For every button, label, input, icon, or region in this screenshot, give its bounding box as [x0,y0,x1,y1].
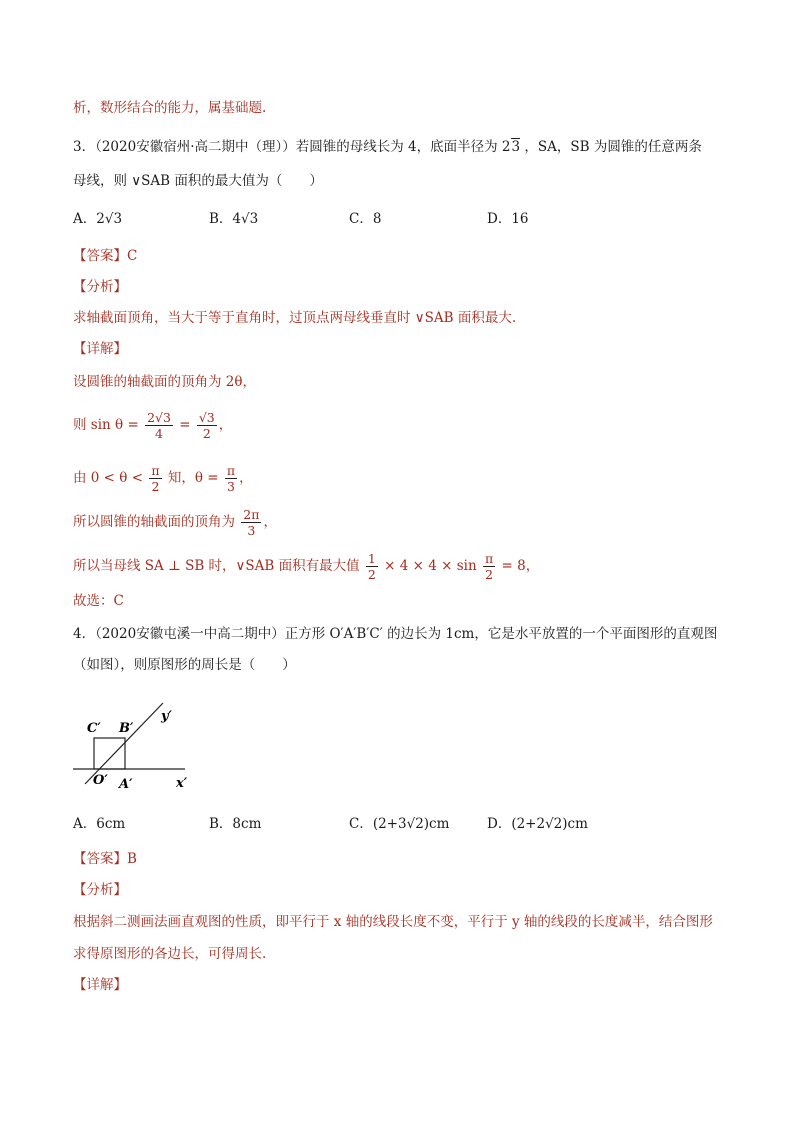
q4-analysis-1: 根据斜二测画法画直观图的性质，即平行于 x 轴的线段长度不变，平行于 y 轴的线段的长度减半，结合图形 [73,914,713,930]
fraction-pi-over-2: $\frac{\pi}{2}$ [151,463,160,494]
q3-radius: 23 [501,139,521,155]
q4-stem-line2: （如图），则原图形的周长是（ ） [73,657,296,673]
q3-detail-5-mid: × 4 × 4 × sin [384,558,477,574]
q3-stem-b: ，SA，SB 为圆锥的任意两条 [524,139,702,155]
q3-stem-line2: 母线，则 ∨SAB 面积的最大值为（ ） [73,173,323,189]
label-y: y′ [161,709,172,724]
q3-option-d: D．16 [487,211,529,227]
q3-options [73,209,723,229]
fraction-pi-over-3: $\frac{\pi}{3}$ [226,463,236,494]
q3-stem-line1 [73,137,702,157]
q3-detail-5 [73,546,539,586]
q3-option-b: B．4√3 [209,211,259,227]
q3-detail-4-prefix: 所以圆锥的轴截面的顶角为 [73,514,235,530]
fraction-root3-over-2: $\frac{√3}{2}$ [198,410,215,441]
q4-option-c: C．(2+3√2)cm [349,816,450,832]
label-a: A′ [119,777,133,792]
fraction-pi-over-2-b: $\frac{\pi}{2}$ [484,551,494,582]
q3-detail-5-prefix: 所以当母线 SA ⊥ SB 时，∨SAB 面积有最大值 [73,558,360,574]
q4-stem-line1: 4．（2020安徽屯溪一中高二期中）正方形 O′A′B′C′ 的边长为 1cm，它是水平放置的一个平面图形的直观图 [73,626,718,642]
label-b: B′ [119,721,134,736]
q4-analysis-title: 【分析】 [73,882,127,898]
q3-detail-3-prefix: 由 0 < θ < [73,470,144,486]
fraction-1-over-2: $\frac{1}{2}$ [367,551,376,582]
q3-analysis-title: 【分析】 [73,279,127,295]
q4-analysis-2: 求得原图形的各边长，可得周长. [73,946,267,962]
y-axis [85,703,163,784]
fraction-2pi-over-3: $\frac{2\pi}{3}$ [243,507,260,538]
square-oabc [94,738,125,769]
label-c: C′ [87,721,101,736]
q4-option-b: B．8cm [209,816,262,832]
q3-detail-5-end: = 8， [501,558,540,574]
q3-stem-a: 3．（2020安徽宿州·高二期中（理））若圆锥的母线长为 4，底面半径为 [73,139,498,155]
label-o: O′ [93,773,108,788]
q3-choice: 故选：C [73,593,124,609]
q4-option-a: A．6cm [73,816,126,832]
q3-detail-4: 所以圆锥的轴截面的顶角为 $\frac{2\pi}{3}$ ， [73,507,277,538]
q3-answer: 【答案】C [73,248,138,264]
q3-detail-3-mid: 知，θ = [167,470,219,486]
prev-solution-end: 析，数形结合的能力，属基础题. [73,100,267,116]
label-x: x′ [176,776,188,791]
fraction-2root3-over-4: $\frac{2√3}{4}$ [147,410,171,441]
q3-detail-2-prefix: 则 sin θ = [73,417,139,433]
q3-detail-2: 则 sin θ = $\frac{2√3}{4}$ = $\frac{√3}{2}$ ， [73,410,233,441]
q3-analysis: 求轴截面顶角，当大于等于直角时，过顶点两母线垂直时 ∨SAB 面积最大. [73,310,517,326]
q3-detail-1: 设圆锥的轴截面的顶角为 2θ， [73,374,257,390]
q4-answer: 【答案】B [73,851,137,867]
q4-option-d: D．(2+2√2)cm [487,816,588,832]
q3-detail-3: 由 0 < θ < $\frac{\pi}{2}$ 知，θ = $\frac{\pi}{3}$ ， [73,463,253,494]
q4-figure [70,700,205,795]
q4-options [73,814,723,834]
q4-detail-title: 【详解】 [73,977,127,993]
q3-detail-title: 【详解】 [73,341,127,357]
q3-option-c: C．8 [349,211,382,227]
q3-option-a: A．2√3 [73,211,123,227]
